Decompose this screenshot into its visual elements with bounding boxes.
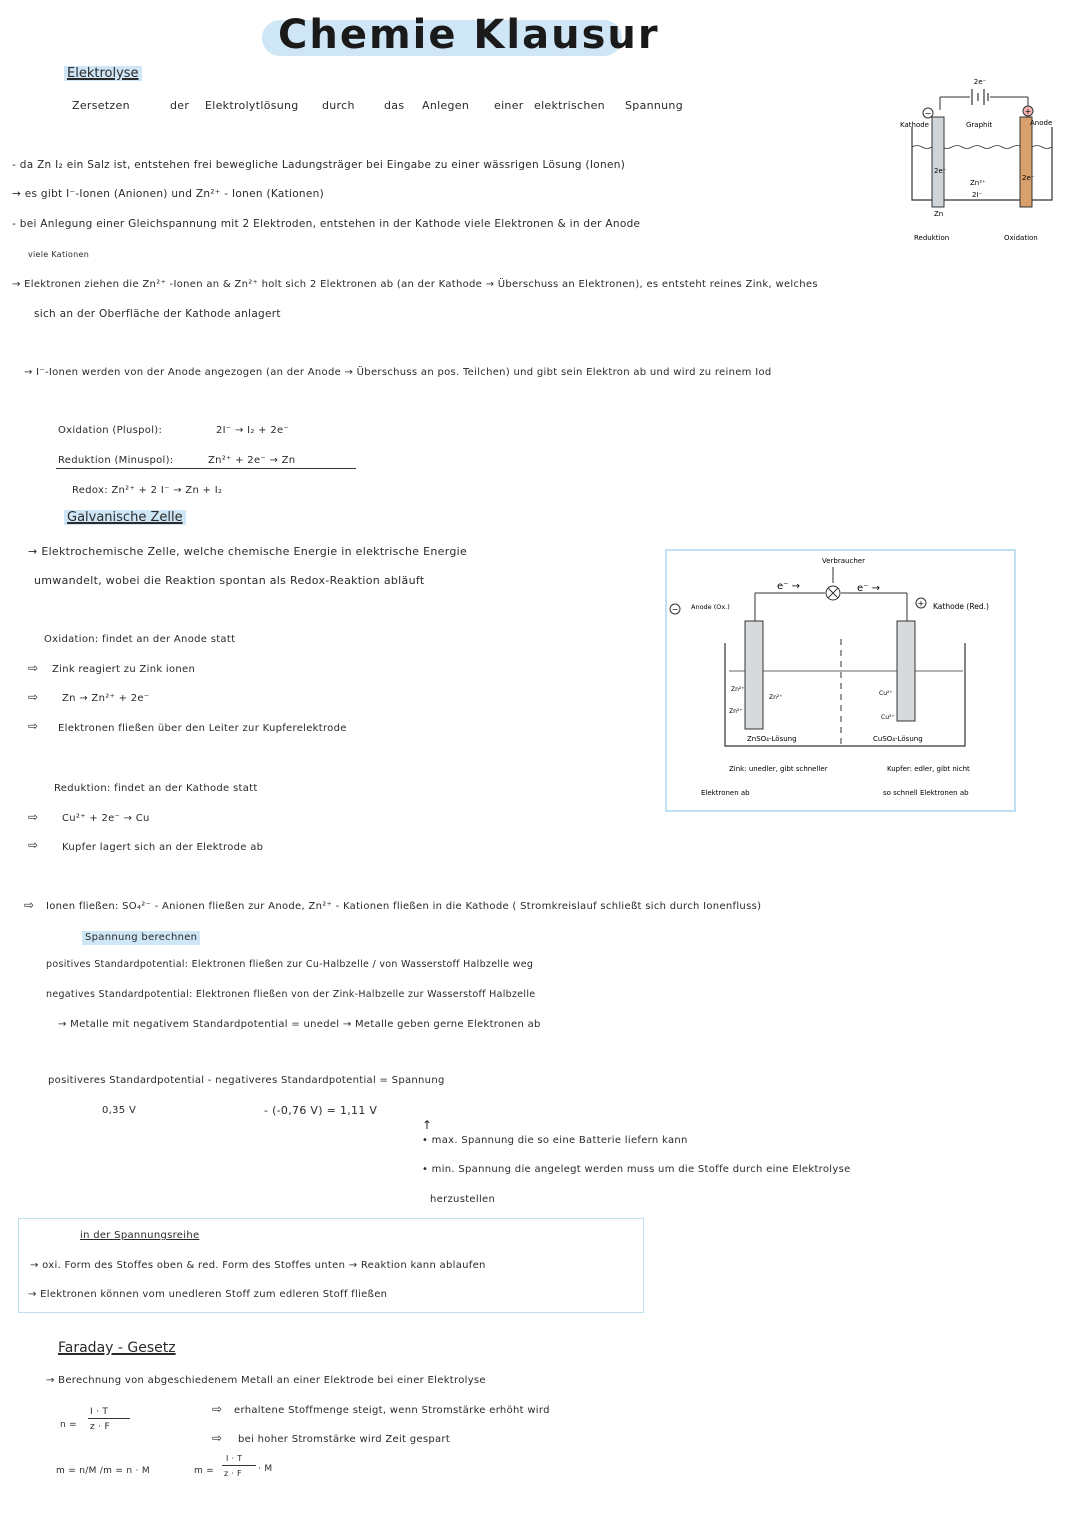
spannung-line: positives Standardpotential: Elektronen fließen zur Cu-Halbzelle / von Wasserstoff Halbzelle weg — [46, 959, 534, 970]
galvanisch-heading: Galvanische Zelle — [64, 510, 186, 525]
def-word: einer — [494, 99, 524, 112]
electron-label: e⁻ → — [857, 583, 880, 594]
oxidation-label: Oxidation (Pluspol): — [58, 425, 163, 436]
galvanisch-line: umwandelt, wobei die Reaktion spontan als Redox-Reaktion abläuft — [34, 574, 425, 587]
def-word: Anlegen — [422, 99, 470, 112]
zn-ion-label: Zn²⁺ — [769, 694, 783, 701]
zn-ion-label: Zn²⁺ — [729, 708, 743, 715]
zn-ion-label: Zn²⁺ — [731, 686, 745, 693]
faraday-bullet: erhaltene Stoffmenge steigt, wenn Stromstärke erhöht wird — [234, 1405, 550, 1416]
oxidation-item: Zn → Zn²⁺ + 2e⁻ — [62, 693, 150, 704]
spannung-line: negatives Standardpotential: Elektronen fließen von der Zink-Halbzelle zur Wasserstoff Halbzelle — [46, 989, 536, 1000]
arrow-icon: ⇨ — [28, 838, 39, 852]
def-word: das — [384, 99, 405, 112]
elektrolyse-line: - bei Anlegung einer Gleichspannung mit 2 Elektroden, entstehen in der Kathode viele Elektronen & in der Anode — [12, 218, 641, 230]
arrow-icon: ⇨ — [28, 661, 39, 675]
elektrolyse-line: sich an der Oberfläche der Kathode anlagert — [34, 308, 281, 320]
ze-anode-label: 2e⁻ — [1022, 174, 1035, 182]
elektrolyse-line: viele Kationen — [28, 250, 90, 259]
oxidation-item: Zink reagiert zu Zink ionen — [52, 664, 196, 675]
oxidation-equation: 2I⁻ → I₂ + 2e⁻ — [216, 425, 290, 436]
reduktion-label: Reduktion — [914, 234, 950, 242]
formula-m-tail: · M — [258, 1464, 273, 1474]
formula-m: m = n/M /m = n · M — [56, 1466, 150, 1476]
oxidation-label: Oxidation — [1004, 234, 1038, 242]
spannungsreihe-heading: in der Spannungsreihe — [80, 1230, 200, 1241]
arrow-icon: ⇨ — [24, 898, 35, 912]
zink-note: Elektronen ab — [701, 789, 750, 797]
reduktion-equation: Zn²⁺ + 2e⁻ → Zn — [208, 455, 296, 466]
electron-label: e⁻ → — [777, 581, 800, 592]
formula-n-denominator: z · F — [90, 1422, 110, 1432]
oxidation-item: Elektronen fließen über den Leiter zur Kupferelektrode — [58, 723, 347, 734]
formula-n-numerator: I · T — [90, 1407, 109, 1417]
ze-label: 2e⁻ — [934, 167, 947, 175]
def-word: der — [170, 99, 190, 112]
zink-note: Zink: unedler, gibt schneller — [729, 765, 828, 773]
kathode-label: Kathode (Red.) — [933, 602, 989, 611]
up-arrow-icon: ↑ — [422, 1118, 433, 1132]
cu-ion-label: Cu²⁺ — [879, 690, 893, 697]
arrow-icon: ⇨ — [28, 719, 39, 733]
reduktion-item: Cu²⁺ + 2e⁻ → Cu — [62, 813, 150, 824]
def-word: durch — [322, 99, 355, 112]
galvanisch-line: → Elektrochemische Zelle, welche chemische Energie in elektrische Energie — [28, 545, 468, 558]
plus-sign: + — [1024, 107, 1032, 116]
zn-label: Zn — [934, 210, 944, 218]
arrow-icon: ⇨ — [212, 1402, 223, 1416]
cu-ion-label: Cu²⁺ — [881, 714, 895, 721]
def-word: elektrischen — [534, 99, 605, 112]
cuso4-label: CuSO₄-Lösung — [873, 735, 923, 743]
arrow-icon: ⇨ — [28, 690, 39, 704]
spannung-line: → Metalle mit negativem Standardpotential = unedel → Metalle geben gerne Elektronen ab — [58, 1019, 541, 1030]
diagram-top-label: 2e⁻ — [973, 78, 987, 86]
reduktion-item: Kupfer lagert sich an der Elektrode ab — [62, 842, 264, 853]
oxidation-heading: Oxidation: findet an der Anode statt — [44, 634, 236, 645]
arrow-icon: ⇨ — [212, 1431, 223, 1445]
reduktion-label: Reduktion (Minuspol): — [58, 455, 174, 466]
formel-line: positiveres Standardpotential - negativeres Standardpotential = Spannung — [48, 1075, 445, 1086]
def-word: Elektrolytlösung — [205, 99, 299, 112]
elektrolyse-line: → I⁻-Ionen werden von der Anode angezogen (an der Anode → Überschuss an pos. Teilchen) und gibt sein Elektron ab und wird zu reinem Iod — [24, 367, 772, 378]
graphit-label: Graphit — [966, 121, 993, 129]
faraday-bullet: bei hoher Stromstärke wird Zeit gespart — [238, 1434, 451, 1445]
formel-value: 0,35 V — [102, 1105, 137, 1116]
kupfer-note: Kupfer: edler, gibt nicht — [887, 765, 970, 773]
galvanic-diagram — [667, 551, 1014, 810]
elektrolyse-line: → es gibt I⁻-Ionen (Anionen) und Zn²⁺ - Ionen (Kationen) — [12, 188, 324, 200]
fraction-bar — [222, 1465, 256, 1466]
zn2-label: Zn²⁺ — [970, 179, 986, 187]
ionen-line: Ionen fließen: SO₄²⁻ - Anionen fließen zur Anode, Zn²⁺ - Kationen fließen in die Kathode ( Stromkreislauf schließt sich durch Ionenfluss) — [46, 901, 762, 912]
i-label: 2I⁻ — [972, 191, 983, 199]
formula-m-lhs: m = — [194, 1466, 215, 1476]
znso4-label: ZnSO₄-Lösung — [747, 735, 797, 743]
formula-m-numerator: I · T — [226, 1454, 243, 1463]
spannungsreihe-line: → Elektronen können vom unedleren Stoff zum edleren Stoff fließen — [28, 1289, 388, 1300]
anode-label: Anode (Ox.) — [691, 603, 730, 611]
minus-sign: − — [671, 605, 679, 614]
spannungsreihe-line: → oxi. Form des Stoffes oben & red. Form des Stoffes unten → Reaktion kann ablaufen — [30, 1260, 486, 1271]
faraday-heading: Faraday - Gesetz — [58, 1340, 176, 1356]
minus-sign: − — [924, 109, 932, 118]
elektrolyse-heading: Elektrolyse — [64, 66, 142, 81]
def-word: Spannung — [625, 99, 683, 112]
spannung-heading: Spannung berechnen — [82, 931, 200, 945]
spannung-note: • min. Spannung die angelegt werden muss um die Stoffe durch eine Elektrolyse — [422, 1164, 851, 1175]
kupfer-note: so schnell Elektronen ab — [883, 789, 969, 797]
arrow-icon: ⇨ — [28, 810, 39, 824]
page-title: Chemie Klausur — [278, 12, 660, 58]
elektrolyse-line: - da Zn I₂ ein Salz ist, entstehen frei bewegliche Ladungsträger bei Eingabe zu einer wässrigen Lösung (Ionen) — [12, 159, 626, 171]
elektrolyse-diagram — [900, 78, 1070, 245]
def-word: Zersetzen — [72, 99, 130, 112]
elektrolyse-line: → Elektronen ziehen die Zn²⁺ -Ionen an & Zn²⁺ holt sich 2 Elektronen ab (an der Kathode → Überschuss an Elektronen), es entsteht reines Zink, welches — [12, 279, 818, 290]
redox-equation: Redox: Zn²⁺ + 2 I⁻ → Zn + I₂ — [72, 485, 223, 496]
reduktion-heading: Reduktion: findet an der Kathode statt — [54, 783, 258, 794]
anode-label: Anode — [1030, 119, 1053, 127]
divider — [56, 468, 356, 469]
plus-sign: + — [917, 599, 925, 608]
formel-value: - (-0,76 V) = 1,11 V — [264, 1104, 378, 1117]
verbraucher-label: Verbraucher — [822, 557, 865, 565]
spannung-note: herzustellen — [430, 1194, 496, 1205]
formula-m-denominator: z · F — [224, 1469, 242, 1478]
kathode-label: Kathode — [900, 121, 929, 129]
fraction-bar — [88, 1418, 130, 1419]
faraday-line: → Berechnung von abgeschiedenem Metall an einer Elektrode bei einer Elektrolyse — [46, 1375, 486, 1386]
spannung-note: • max. Spannung die so eine Batterie liefern kann — [422, 1135, 688, 1146]
formula-n-lhs: n = — [60, 1420, 78, 1430]
